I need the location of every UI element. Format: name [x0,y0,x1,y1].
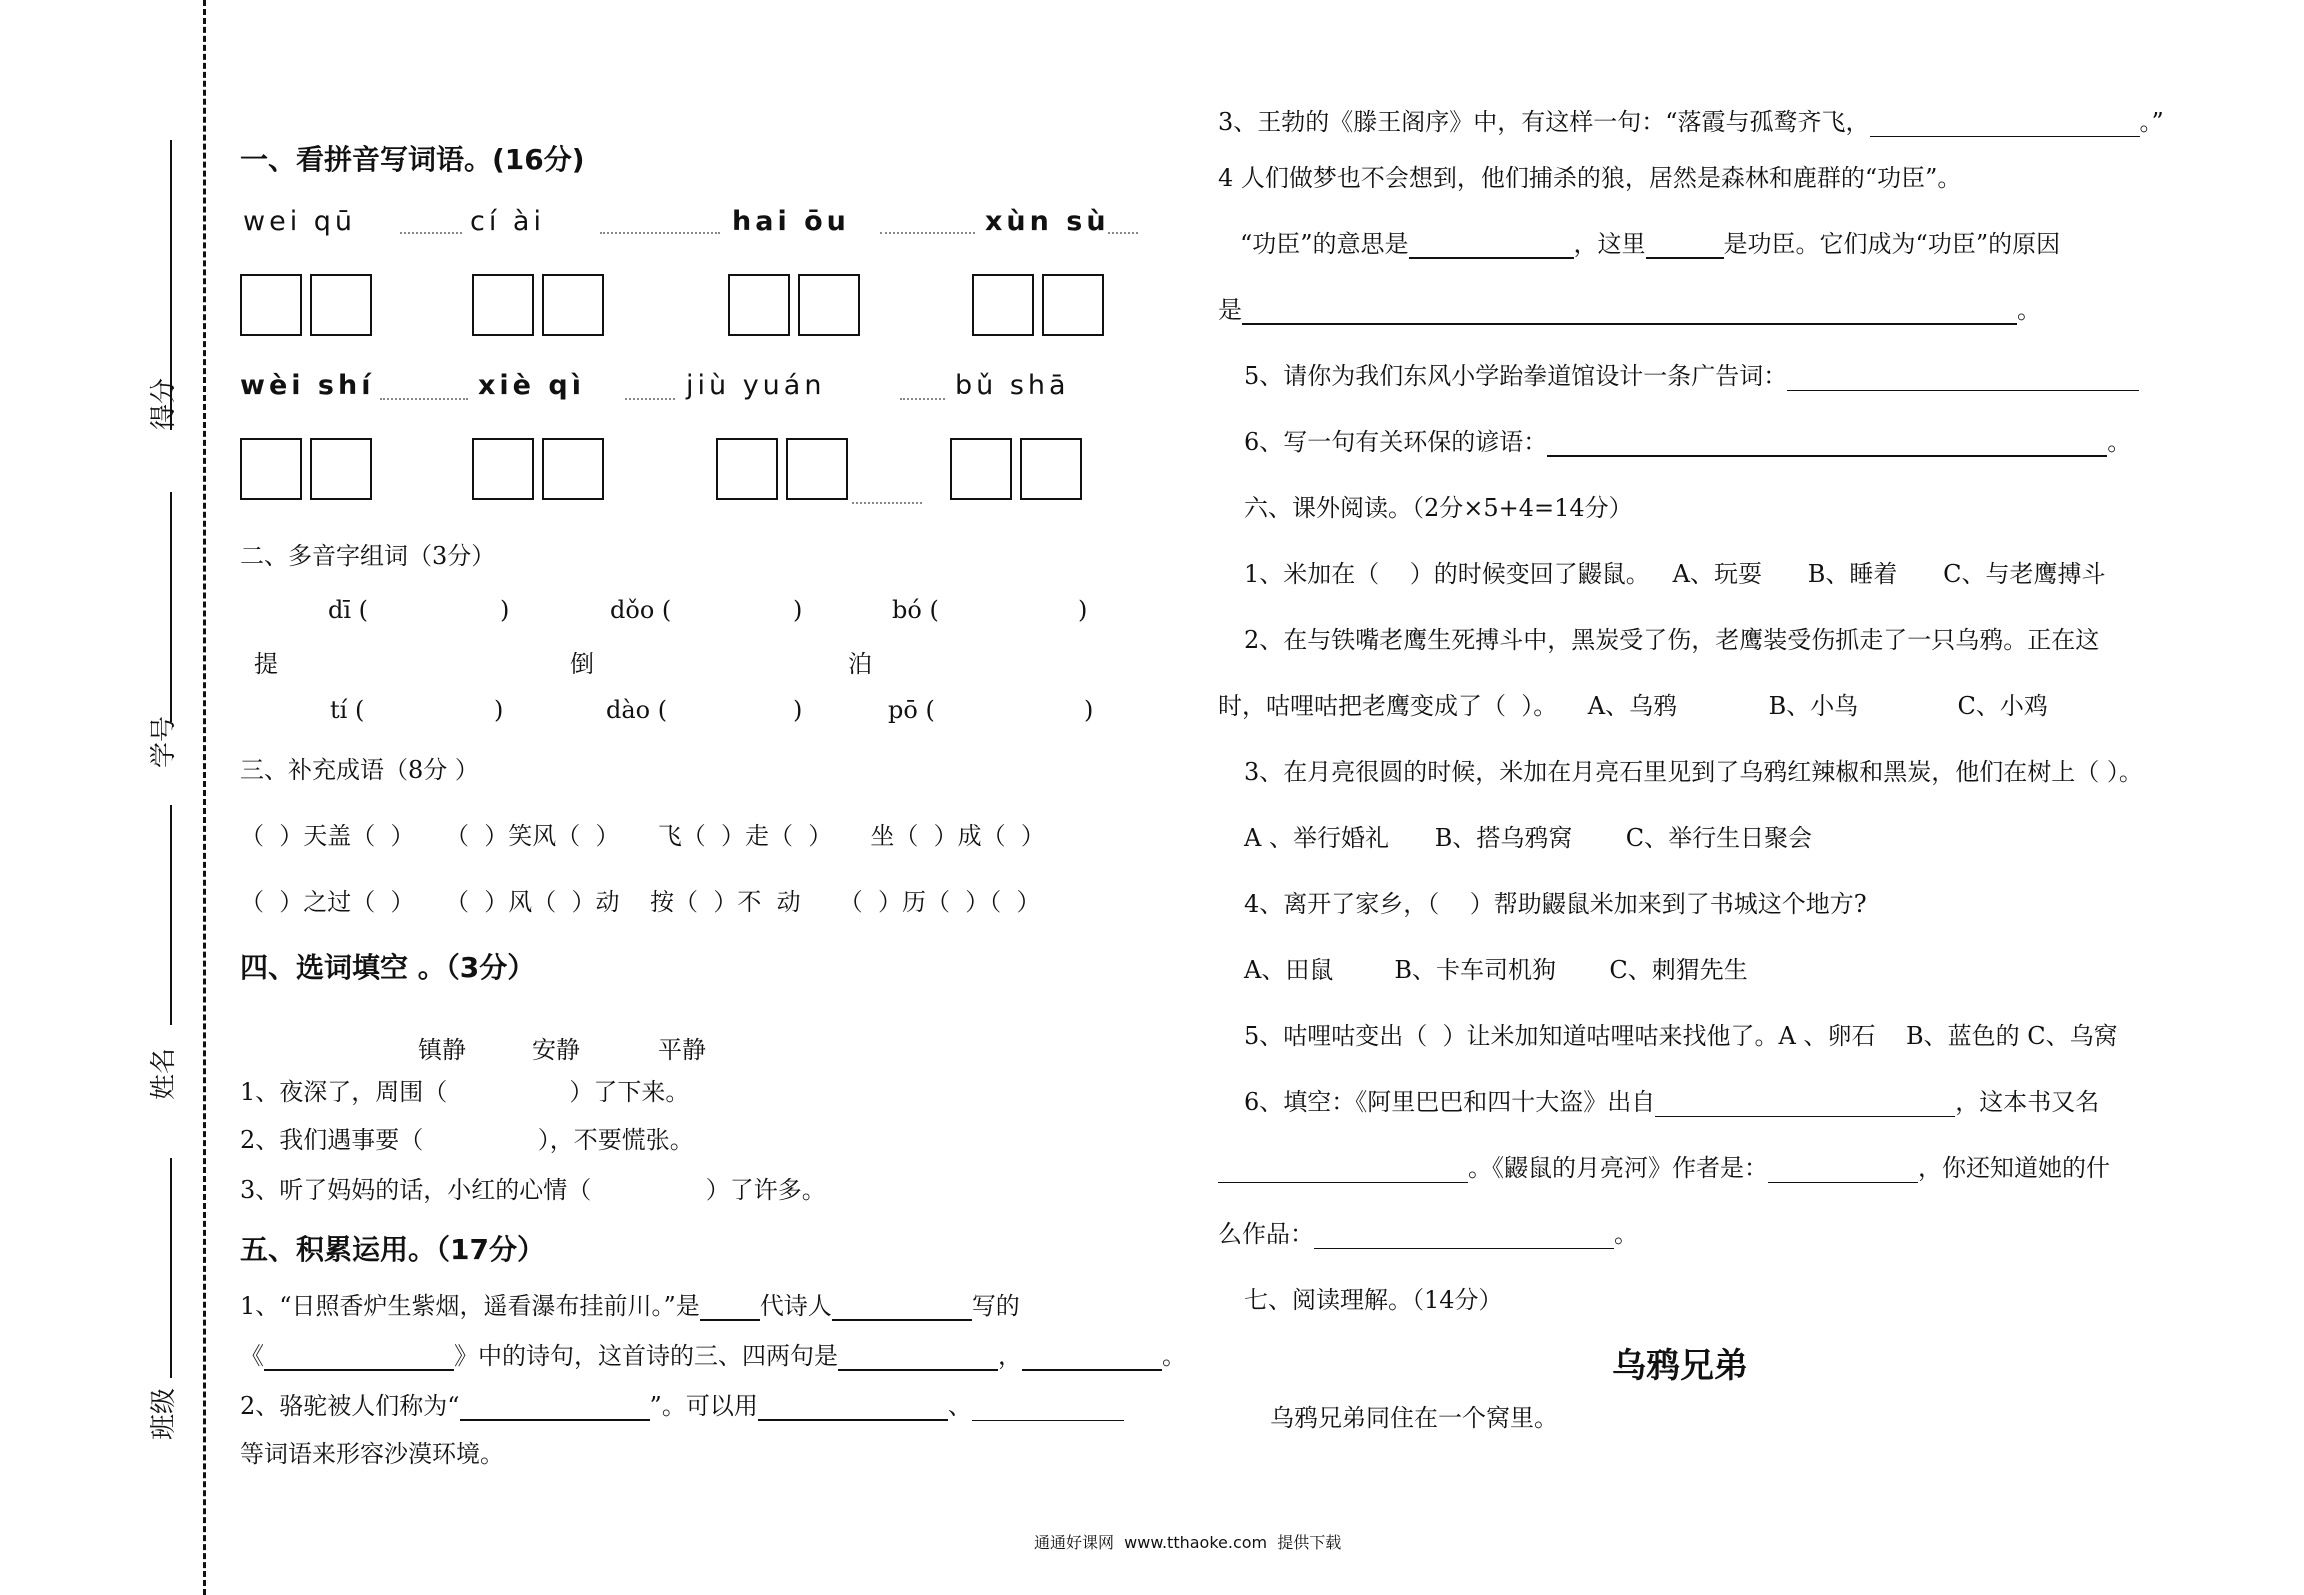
poly-top-3: bó ( [892,596,939,624]
blank[interactable] [1655,1090,1955,1117]
q1-text-f: ， [998,1342,1022,1370]
poly-bottom-3-close: ) [1084,696,1094,724]
right-q5 [1244,356,2139,391]
binding-line-2 [170,492,172,722]
reading-q6-line1 [1244,1082,2099,1117]
blank[interactable] [700,1293,760,1321]
blank[interactable] [1768,1156,1918,1183]
right-q4: 4 人们做梦也不会想到，他们捕杀的狼，居然是森林和鹿群的“功臣”。 [1218,164,1962,192]
q2-text-c: 、 [947,1392,972,1420]
reading-q3: 3、在月亮很圆的时候，米加在月亮石里见到了乌鸦红辣椒和黑炭，他们在树上（ ）。 [1244,758,2143,786]
q4-text-1: “功臣”的意思是 [1240,230,1409,258]
dots-row2-b [625,398,675,400]
name-label: 姓名 [149,1047,179,1100]
poly-char-3: 泊 [848,650,872,678]
poly-bottom-1: tí ( [330,696,365,724]
accumulation-q2-line1 [240,1386,1124,1421]
q4-text-2: ，这里 [1573,230,1646,258]
pinyin-6: xiè qì [478,370,585,401]
q6r-text-d: ，你还知道她的什 [1918,1154,2110,1182]
write-box[interactable] [1020,438,1082,500]
poly-top-2: dǒo ( [610,596,672,624]
q1-text-d: 《 [240,1342,264,1370]
q6r-text-f: 。 [1614,1220,1638,1248]
dots-row2-d [852,502,922,504]
q1-text-c: 写的 [971,1292,1020,1320]
write-box[interactable] [240,274,302,336]
q4-text-3: 是功臣。它们成为“功臣”的原因 [1723,230,2061,258]
story-first-line: 乌鸦兄弟同住在一个窝里。 [1270,1404,1558,1432]
fill-question-3: 3、听了妈妈的话，小红的心情（ ）了许多。 [240,1176,826,1204]
section-4-title: 四、选词填空 。（3分） [240,951,536,984]
poly-char-1: 提 [254,650,278,678]
blank[interactable] [1218,1156,1468,1183]
reading-q2-line1: 2、在与铁嘴老鹰生死搏斗中，黑炭受了伤，老鹰装受伤抓走了一只乌鸦。正在这 [1244,626,2100,654]
accumulation-q2-line2: 等词语来形容沙漠环境。 [240,1440,504,1468]
dots-row1-c [880,232,975,234]
footer-credit: 通通好课网 www.tthaoke.com 提供下载 [1034,1533,1342,1552]
q6r-text-b: ，这本书又名 [1955,1088,2100,1116]
blank[interactable] [460,1393,650,1421]
reading-q1: 1、米加在（ ）的时候变回了鼹鼠。 A、玩耍 B、睡着 C、与老鹰搏斗 [1244,560,2106,588]
right-q6 [1244,422,2131,457]
blank[interactable] [832,1293,972,1321]
write-box[interactable] [798,274,860,336]
right-q4-line2 [1240,224,2060,259]
blank[interactable] [1870,110,2140,137]
poly-bottom-2: dào ( [606,696,668,724]
pinyin-3: hai ōu [732,206,850,237]
write-box[interactable] [240,438,302,500]
pinyin-1: wei qū [243,206,357,237]
reading-q6-line2 [1218,1148,2110,1183]
blank[interactable] [1547,429,2107,457]
write-box[interactable] [310,274,372,336]
section-3-title: 三、补充成语（8分 ） [240,756,479,784]
reading-q4: 4、离开了家乡，（ ）帮助鼹鼠米加来到了书城这个地方? [1244,890,1867,918]
right-q3 [1218,102,2164,137]
poly-top-2-close: ) [793,596,803,624]
right-q4-line3 [1218,290,2041,325]
write-box[interactable] [542,274,604,336]
q5-text: 5、请你为我们东风小学跆拳道馆设计一条广告词： [1244,362,1788,390]
reading-q3-options: A 、举行婚礼 B、搭乌鸦窝 C、举行生日聚会 [1244,824,1813,852]
q6r-text-c: 。《鼹鼠的月亮河》作者是： [1468,1154,1768,1182]
idiom-line-2: （ ）之过（ ） （ ）风（ ）动 按（ ）不 动 （ ）历（ ）（ ） [240,888,1041,916]
class-label: 班级 [149,1387,179,1440]
q3-end: 。” [2139,108,2164,136]
word-option-2: 安静 [532,1036,580,1064]
pinyin-8: bǔ shā [955,370,1070,401]
word-option-3: 平静 [658,1036,706,1064]
poly-top-1-close: ) [500,596,510,624]
poly-char-2: 倒 [570,650,594,678]
reading-q2-line2: 时，咕哩咕把老鹰变成了（ ）。 A、乌鸦 B、小鸟 C、小鸡 [1218,692,2048,720]
q1-text-a: 1、“日照香炉生紫烟，遥看瀑布挂前川。”是 [240,1292,700,1320]
q1-text-b: 代诗人 [759,1292,832,1320]
q6r-text-e: 么作品： [1218,1220,1314,1248]
dots-row2-c [900,398,945,400]
dots-row2-a [380,398,468,400]
section-1-title: 一、看拼音写词语。(16分) [240,143,585,176]
dots-row1-a [400,232,462,234]
score-label: 得分 [149,377,179,430]
blank[interactable] [1409,231,1574,259]
student-number-label: 学号 [149,715,179,768]
pinyin-7: jiù yuán [686,370,826,401]
blank[interactable] [1787,364,2139,391]
fill-question-2: 2、我们遇事要（ ），不要慌张。 [240,1126,694,1154]
word-option-1: 镇静 [418,1036,466,1064]
q1-text-e: 》中的诗句，这首诗的三、四两句是 [454,1342,838,1370]
poly-top-1: dī ( [328,596,369,624]
blank[interactable] [972,1394,1124,1421]
reading-q5: 5、咕哩咕变出（ ）让米加知道咕哩咕来找他了。A 、卵石 B、蓝色的 C、乌窝 [1244,1022,2118,1050]
write-box[interactable] [472,274,534,336]
blank[interactable] [838,1343,998,1371]
poly-top-3-close: ) [1078,596,1088,624]
dots-row1-b [600,232,720,234]
write-box[interactable] [542,438,604,500]
pinyin-4: xùn sù [985,206,1110,237]
poly-bottom-3: pō ( [888,696,935,724]
q4-text-4: 是 [1218,296,1242,324]
section-7-title: 七、阅读理解。（14分） [1244,1286,1503,1314]
q6-end: 。 [2107,428,2132,456]
blank[interactable] [264,1343,454,1371]
binding-line-4 [170,1158,172,1378]
write-box[interactable] [310,438,372,500]
pinyin-2: cí ài [470,206,545,237]
write-box[interactable] [1042,274,1104,336]
q4-text-5: 。 [2017,296,2041,324]
section-6-title: 六、课外阅读。（2分×5+4=14分） [1244,494,1633,522]
blank[interactable] [1314,1222,1614,1249]
q6-text: 6、写一句有关环保的谚语： [1244,428,1548,456]
q2-text-b: ”。可以用 [649,1392,758,1420]
pinyin-5: wèi shí [240,370,375,401]
q3-text: 3、王勃的《滕王阁序》中，有这样一句：“落霞与孤鹜齐飞， [1218,108,1870,136]
write-box[interactable] [716,438,778,500]
q6r-text-a: 6、填空：《阿里巴巴和四十大盗》出自 [1244,1088,1656,1116]
idiom-line-1: （ ）天盖（ ） （ ）笑风（ ） 飞（ ）走（ ） 坐（ ）成（ ） [240,822,1045,850]
write-box[interactable] [786,438,848,500]
poly-bottom-2-close: ) [793,696,803,724]
blank[interactable] [1022,1343,1162,1371]
reading-q4-options: A、田鼠 B、卡车司机狗 C、刺猬先生 [1244,956,1748,984]
binding-dashed-line [203,0,206,1595]
blank[interactable] [1242,297,2017,325]
accumulation-q1-line1 [240,1286,1020,1321]
q2-text-a: 2、骆驼被人们称为“ [240,1392,460,1420]
write-box[interactable] [472,438,534,500]
story-title: 乌鸦兄弟 [1612,1346,1748,1386]
fill-question-1: 1、夜深了，周围（ ）了下来。 [240,1078,690,1106]
accumulation-q1-line2 [240,1336,1186,1371]
blank[interactable] [1646,231,1724,259]
dots-row1-d [1108,232,1138,234]
section-5-title: 五、积累运用。（17分） [240,1233,545,1266]
q1-text-g: 。 [1162,1342,1186,1370]
reading-q6-line3 [1218,1214,1638,1249]
write-box[interactable] [972,274,1034,336]
write-box[interactable] [950,438,1012,500]
section-2-title: 二、多音字组词（3分） [240,542,496,570]
write-box[interactable] [728,274,790,336]
poly-bottom-1-close: ) [494,696,504,724]
binding-line-3 [170,805,172,1025]
blank[interactable] [758,1393,948,1421]
